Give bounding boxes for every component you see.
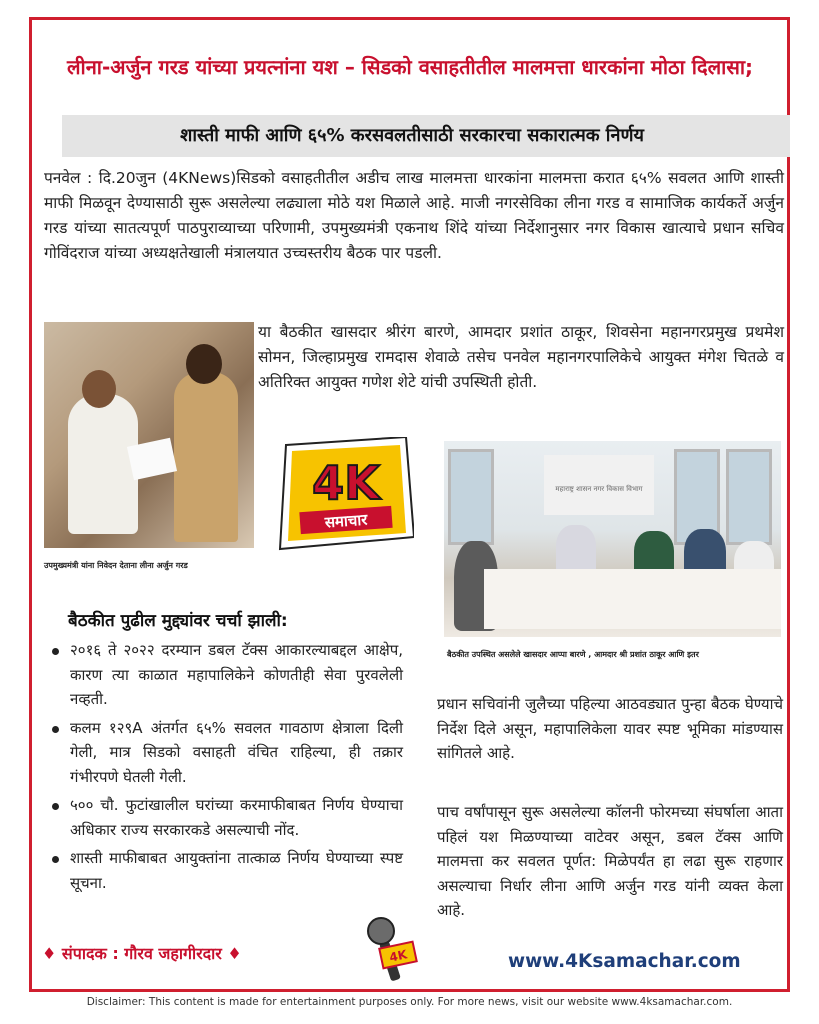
photo-figure-woman [174, 372, 238, 542]
meeting-room-sign: महाराष्ट्र शासन नगर विकास विभाग [544, 455, 654, 515]
paragraph-resolve: पाच वर्षांपासून सुरू असलेल्या कॉलनी फोरमच्या संघर्षाला आता पहिलं यश मिळण्याच्या वाटेवर असून, डबल टॅक्स आणि मालमत्ता कर सवलत पूर्णत: मिळेपर्यंत हा लढा सुरू राहणार असल्याचा निर्धार लीना आणि अर्जुन गरड यांनी व्यक्त केला आहे. [437, 803, 783, 919]
microphone-icon [357, 915, 423, 983]
meeting-table [484, 569, 781, 629]
bullet-icon [52, 856, 59, 863]
logo-samachar-text: समाचार [324, 510, 368, 532]
website-link[interactable]: www.4Ksamachar.com [508, 951, 741, 972]
list-item: कलम १२९A अंतर्गत ६५% सवलत गावठाण क्षेत्राला दिली गेली, मात्र सिडको वसाहती वंचित राहिल्या, ही तक्रार गंभीरपणे घेतली गेली. [48, 716, 403, 790]
discussion-title: बैठकीत पुढील मुद्द्यांवर चर्चा झाली: [68, 611, 288, 631]
headline: लीना-अर्जुन गरड यांच्या प्रयत्नांना यश – सिडको वसाहतीतील मालमत्ता धारकांना मोठा दिलासा; [66, 55, 754, 79]
bullet-icon [52, 726, 59, 733]
list-item: शास्ती माफीबाबत आयुक्तांना तात्काळ निर्णय घेण्याच्या स्पष्ट सूचना. [48, 846, 403, 895]
list-item: ५०० चौ. फुटांखालील घरांच्या करमाफीबाबत निर्णय घेण्याचा अधिकार राज्य सरकारकडे असल्याची नोंद. [48, 793, 403, 842]
disclaimer: Disclaimer: This content is made for entertainment purposes only. For more news, visit our website www.4ksamachar.com. [86, 996, 733, 1008]
photo2-caption: बैठकीत उपस्थित असलेले खासदार आप्पा बारणे , आमदार श्री प्रशांत ठाकूर आणि इतर [447, 650, 699, 659]
editor-credit: ♦ संपादक : गौरव जहागीरदार ♦ [42, 944, 242, 963]
bullet-icon [52, 648, 59, 655]
paragraph-intro: पनवेल : दि.20जुन (4KNews)सिडको वसाहतीतील अडीच लाख मालमत्ता धारकांना मालमत्ता करात ६५% सवलत आणि शास्ती माफी मिळवून देण्यासाठी सुरू असलेल्या लढ्याला मोठे यश मिळाले आहे. माजी नगरसेविका लीना गरड व सामाजिक कार्यकर्ते अर्जुन गरड यांच्या सातत्यपूर्ण पाठपुराव्याच्या परिणामी, उपमुख्यमंत्री एकनाथ शिंदे यांच्या निर्देशानुसार नगर विकास खात्याचे प्रधान सचिव गोविंदराज यांच्या अध्यक्षतेखाली मंत्रालयात उच्चस्तरीय बैठक पार पडली. [44, 169, 784, 262]
discussion-points [48, 638, 403, 899]
mic-label: 4K [388, 947, 409, 965]
paragraph-attendees: या बैठकीत खासदार श्रीरंग बारणे, आमदार प्रशांत ठाकूर, शिवसेना महानगरप्रमुख प्रथमेश सोमन, जिल्हाप्रमुख रामदास शेवाळे तसेच पनवेल महानगरपालिकेचे आयुक्त मंगेश चितळे व अतिरिक्त आयुक्त गणेश शेटे यांची उपस्थिती होती. [258, 323, 784, 391]
photo-document [127, 438, 177, 480]
subheadline: शास्ती माफी आणि ६५% करसवलतीसाठी सरकारचा सकारात्मक निर्णय [180, 125, 644, 146]
photo-figure-man [68, 394, 138, 534]
list-item: २०१६ ते २०२२ दरम्यान डबल टॅक्स आकारल्याबद्दल आक्षेप, कारण त्या काळात महापालिकेने कोणतीही सेवा पुरवलेली नव्हती. [48, 638, 403, 712]
paragraph-next-meeting: प्रधान सचिवांनी जुलैच्या पहिल्या आठवड्यात पुन्हा बैठक घेण्याचे निर्देश दिले असून, महापालिकेला यावर स्पष्ट भूमिका मांडण्यास सांगितले आहे. [437, 695, 783, 762]
photo1-caption: उपमुख्यमंत्री यांना निवेदन देताना लीना अर्जुन गरड [44, 561, 188, 570]
photo-meeting [444, 441, 781, 637]
4k-samachar-logo [276, 437, 414, 557]
bullet-icon [52, 803, 59, 810]
logo-4k-text: 4K [312, 456, 380, 510]
photo-memorandum [44, 322, 254, 548]
